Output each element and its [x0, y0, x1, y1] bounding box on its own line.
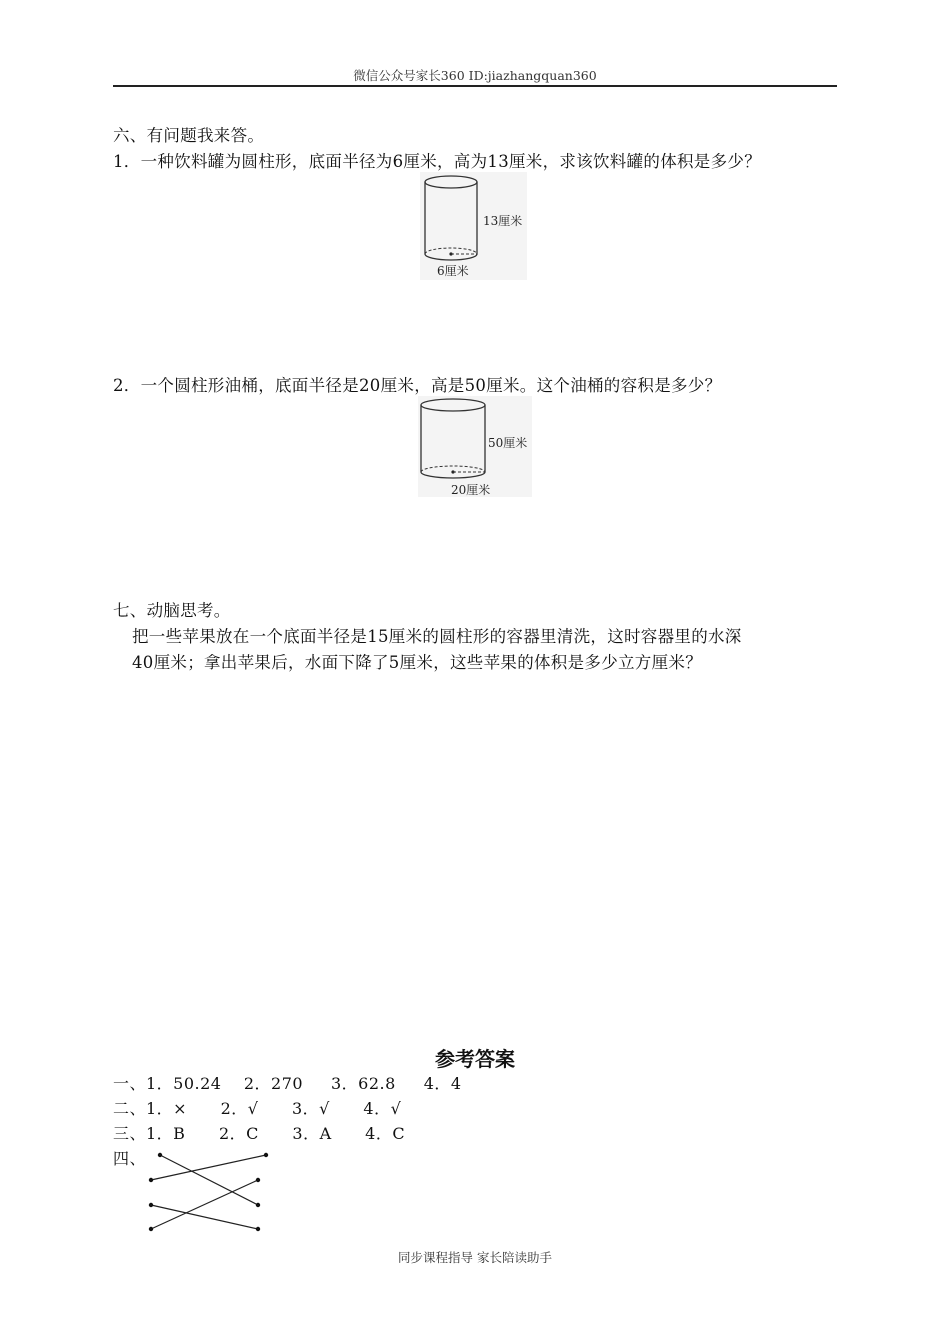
matching-diagram: [140, 1146, 280, 1238]
match-dot: [256, 1203, 260, 1207]
section7-line-2: 40厘米；拿出苹果后，水面下降了5厘米，这些苹果的体积是多少立方厘米？: [132, 653, 702, 672]
page-footer: 同步课程指导 家长陪读助手: [398, 1250, 552, 1265]
answers-row-4-label: 四、: [113, 1149, 147, 1168]
section7-title: 七、动脑思考。: [113, 601, 231, 620]
match-dot: [149, 1178, 153, 1182]
match-dot: [149, 1203, 153, 1207]
page-header: 微信公众号家长360 ID:jiazhangquan360: [353, 68, 597, 83]
cylinder-2-radius-label: 20厘米: [451, 483, 491, 497]
cylinder-figure-1: [420, 172, 527, 280]
question-1-text: 1．一种饮料罐为圆柱形，底面半径为6厘米，高为13厘米，求该饮料罐的体积是多少？: [113, 152, 761, 171]
answers-row-1: 一、1．50.24 2．270 3．62.8 4．4: [113, 1074, 462, 1093]
match-dot: [264, 1153, 268, 1157]
match-dot: [149, 1227, 153, 1231]
answers-row-2: 二、1．× 2．√ 3．√ 4．√: [113, 1099, 402, 1118]
cylinder-1-radius-label: 6厘米: [437, 264, 469, 278]
header-rule: [113, 85, 837, 87]
answers-row-3: 三、1．B 2．C 3．A 4．C: [113, 1124, 406, 1143]
match-dot: [158, 1153, 162, 1157]
section7-line-1: 把一些苹果放在一个底面半径是15厘米的圆柱形的容器里清洗，这时容器里的水深: [132, 627, 742, 646]
match-line-1: [160, 1155, 258, 1205]
cylinder-2-drawing: [418, 396, 532, 497]
answers-title: 参考答案: [435, 1047, 515, 1071]
question-2-text: 2．一个圆柱形油桶，底面半径是20厘米，高是50厘米。这个油桶的容积是多少？: [113, 376, 722, 395]
cylinder-1-height-label: 13厘米: [483, 214, 523, 228]
cylinder-2-height-label: 50厘米: [488, 436, 528, 450]
cylinder-1-drawing: [420, 172, 527, 280]
section6-title: 六、有问题我来答。: [113, 126, 265, 145]
match-dot: [256, 1178, 260, 1182]
cylinder-figure-2: [418, 396, 532, 497]
match-dot: [256, 1227, 260, 1231]
match-line-3: [151, 1205, 258, 1229]
match-line-4: [151, 1180, 258, 1229]
